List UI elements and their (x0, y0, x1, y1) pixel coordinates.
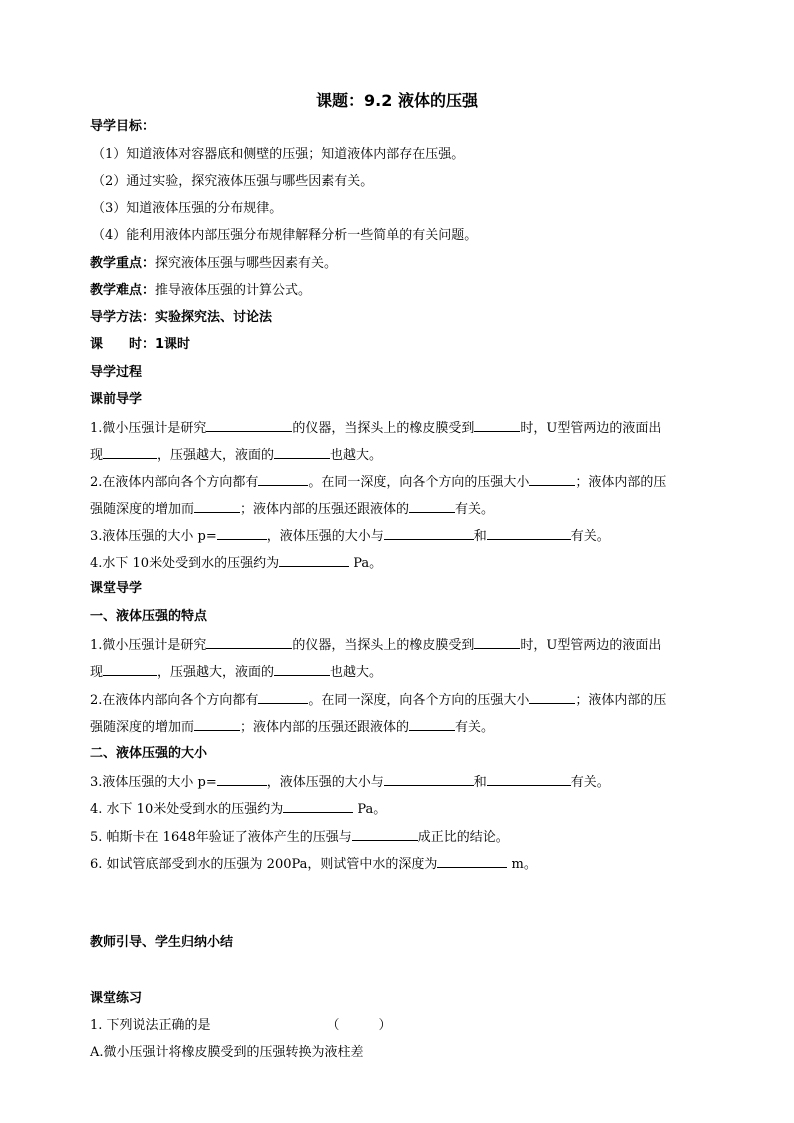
answer-blank[interactable] (529, 472, 575, 486)
key-point-label: 教学重点： (90, 256, 156, 271)
q-text: 1.微小压强计是研究 (90, 638, 207, 653)
q-text: m。 (507, 857, 537, 872)
q-text: 3.液体压强的大小 p= (90, 775, 217, 790)
answer-blank[interactable] (194, 499, 240, 513)
section1-heading: 一、液体压强的特点 (90, 609, 208, 624)
practice-heading: 课堂练习 (90, 991, 143, 1006)
answer-blank[interactable] (206, 418, 292, 432)
q-text: 1.微小压强计是研究 (90, 421, 207, 436)
answer-blank[interactable] (274, 662, 330, 676)
key-point-text: 探究液体压强与哪些因素有关。 (155, 256, 338, 271)
q-text: 。在同一深度，向各个方向的压强大小 (308, 693, 530, 708)
q-text: Pa。 (353, 802, 387, 817)
q-text: 2.在液体内部向各个方向都有 (90, 693, 259, 708)
q-text: 成正比的结论。 (417, 830, 509, 845)
key-point (90, 255, 337, 273)
q-text: 强随深度的增加而 (90, 720, 195, 735)
q-text: ，压强越大，液面的 (157, 665, 275, 680)
q-text: Pa。 (349, 556, 383, 571)
answer-blank[interactable] (384, 772, 474, 786)
q-text: 。在同一深度，向各个方向的压强大小 (308, 475, 530, 490)
answer-blank[interactable] (487, 772, 571, 786)
answer-blank[interactable] (352, 827, 418, 841)
q-text: 和 (473, 775, 487, 790)
sec2-q3 (90, 772, 610, 792)
goal-3: （3）知道液体压强的分布规律。 (92, 201, 283, 216)
goal-2: （2）通过实验，探究液体压强与哪些因素有关。 (92, 174, 374, 189)
q-text: 强随深度的增加而 (90, 502, 195, 517)
answer-blank[interactable] (437, 854, 507, 868)
answer-blank[interactable] (206, 635, 292, 649)
q-text: ，液体压强的大小与 (266, 529, 384, 544)
answer-blank[interactable] (258, 472, 308, 486)
q-text: 4. 水下 10米处受到水的压强约为 (90, 802, 284, 817)
sec2-q4 (90, 799, 386, 819)
q-text: 时，U型管两边的液面出 (520, 638, 662, 653)
answer-blank[interactable] (474, 635, 520, 649)
sec2-q5 (90, 827, 509, 847)
pre-q3 (90, 526, 610, 546)
answer-blank[interactable] (217, 772, 267, 786)
answer-blank[interactable] (274, 445, 330, 459)
pre-q4 (90, 553, 382, 573)
q-text: 现 (90, 448, 104, 463)
q-text: 3.液体压强的大小 p= (90, 529, 217, 544)
answer-blank[interactable] (409, 499, 455, 513)
goal-4: （4）能利用液体内部压强分布规律解释分析一些简单的有关问题。 (92, 228, 478, 243)
difficulty (90, 282, 311, 300)
sec2-q6 (90, 854, 537, 874)
summary-heading: 教师引导、学生归纳小结 (90, 935, 234, 950)
answer-blank[interactable] (103, 445, 157, 459)
difficulty-label: 教学难点： (90, 283, 156, 298)
goal-1: （1）知道液体对容器底和侧壁的压强；知道液体内部存在压强。 (92, 147, 465, 162)
answer-blank[interactable] (409, 717, 455, 731)
q-text: ；液体内部的压强还跟液体的 (240, 502, 410, 517)
answer-blank[interactable] (487, 526, 571, 540)
q-text: 有关。 (570, 529, 610, 544)
q-text: 有关。 (570, 775, 610, 790)
q-text: 有关。 (455, 720, 495, 735)
q-text: 时，U型管两边的液面出 (520, 421, 662, 436)
period-value: 1课时 (155, 337, 191, 352)
q-text: 1. 下列说法正确的是 (90, 1018, 211, 1033)
answer-blank[interactable] (283, 799, 353, 813)
q-text: 4.水下 10米处受到水的压强约为 (90, 556, 280, 571)
pre-q1-line2 (90, 445, 382, 465)
process-heading: 导学过程 (90, 365, 143, 380)
cls-q2-line1 (90, 690, 666, 710)
q-text: 的仪器，当探头上的橡皮膜受到 (292, 638, 475, 653)
pre-q2-line2 (90, 499, 494, 519)
pre-heading: 课前导学 (90, 392, 143, 407)
answer-blank[interactable] (529, 690, 575, 704)
q-text: ，压强越大，液面的 (157, 448, 275, 463)
q-text: 也越大。 (330, 448, 383, 463)
q-text: 有关。 (455, 502, 495, 517)
class-heading: 课堂导学 (90, 581, 143, 596)
page-title: 课题：9.2 液体的压强 (316, 91, 478, 110)
q-text: ；液体内部的压 (575, 475, 667, 490)
cls-q1-line1 (90, 635, 661, 655)
answer-blank[interactable] (103, 662, 157, 676)
goals-heading: 导学目标： (90, 119, 156, 134)
practice-q1-option-a: A.微小压强计将橡皮膜受到的压强转换为液柱差 (90, 1045, 364, 1060)
pre-q2-line1 (90, 472, 666, 492)
period-label: 课 时： (90, 337, 156, 352)
q-text: 的仪器，当探头上的橡皮膜受到 (292, 421, 475, 436)
section2-heading: 二、液体压强的大小 (90, 746, 208, 761)
answer-blank[interactable] (384, 526, 474, 540)
q-text: 现 (90, 665, 104, 680)
answer-blank[interactable] (474, 418, 520, 432)
q-text: 5. 帕斯卡在 1648年验证了液体产生的压强与 (90, 830, 352, 845)
answer-paren[interactable]: （ ） (326, 1018, 392, 1033)
difficulty-text: 推导液体压强的计算公式。 (155, 283, 312, 298)
q-text: 也越大。 (330, 665, 383, 680)
answer-blank[interactable] (217, 526, 267, 540)
q-text: ，液体压强的大小与 (266, 775, 384, 790)
answer-blank[interactable] (279, 553, 349, 567)
cls-q2-line2 (90, 717, 494, 737)
q-text: ；液体内部的压强还跟液体的 (240, 720, 410, 735)
answer-blank[interactable] (258, 690, 308, 704)
pre-q1-line1 (90, 418, 661, 438)
q-text: 6. 如试管底部受到水的压强为 200Pa，则试管中水的深度为 (90, 857, 438, 872)
answer-blank[interactable] (194, 717, 240, 731)
q-text: 2.在液体内部向各个方向都有 (90, 475, 259, 490)
q-text: 和 (473, 529, 487, 544)
q-text: ；液体内部的压 (575, 693, 667, 708)
practice-q1 (90, 1017, 392, 1035)
cls-q1-line2 (90, 662, 382, 682)
method: 导学方法：实验探究法、讨论法 (90, 310, 273, 325)
period (90, 336, 190, 354)
